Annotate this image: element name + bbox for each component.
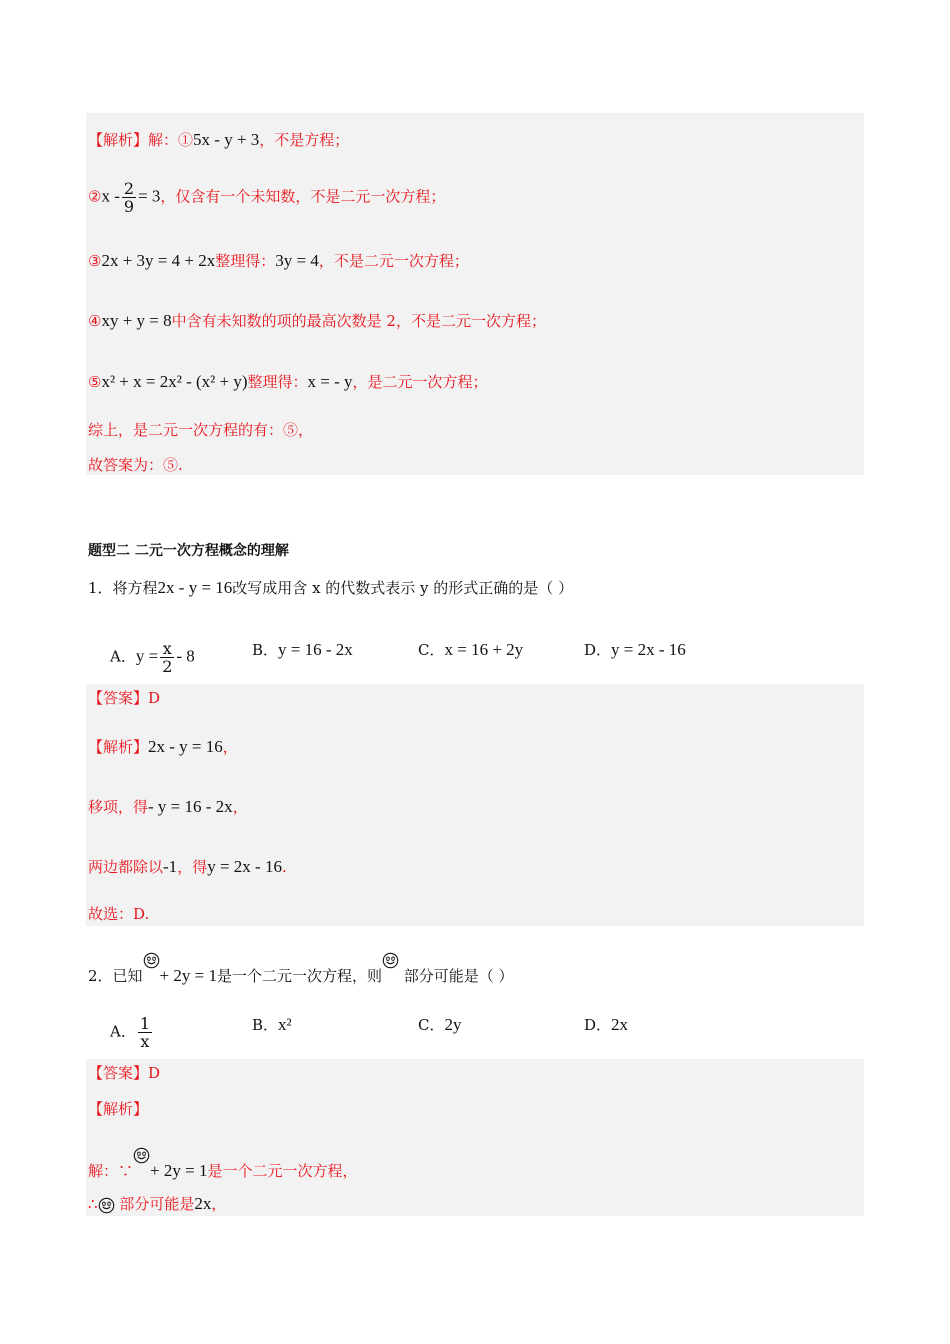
q2-option-c[interactable]: C．2y <box>418 1015 462 1034</box>
smiley-icon <box>143 952 160 969</box>
q2-answer: 【答案】D <box>88 1064 161 1082</box>
analysis1-summary: 综上，是二元一次方程的有：⑤， <box>88 421 314 439</box>
q1-answer: 【答案】D <box>88 689 161 707</box>
q1-option-a[interactable]: A．y = $\frac{x}{2}$ - 8 <box>110 639 195 676</box>
q2-solution: 解：∵ + 2y = 1是一个二元一次方程， <box>88 1147 357 1181</box>
answer-tag: 【答案】 <box>88 1064 149 1082</box>
q2-conclusion: ∴ 部分可能是2x， <box>88 1194 227 1213</box>
q2-analysis-tag: 【解析】 <box>88 1100 149 1118</box>
analysis-tag: 【解析】 <box>88 738 149 756</box>
q2-option-a[interactable]: A． $\frac{1}{x}$ <box>110 1014 151 1051</box>
analysis1-line4: ④xy + y = 8中含有未知数的项的最高次数是 2，不是二元一次方程； <box>88 311 546 330</box>
q2-option-b[interactable]: B．x² <box>252 1015 292 1034</box>
q1-final: 故选：D. <box>88 905 150 923</box>
q2-option-d[interactable]: D．2x <box>584 1015 629 1034</box>
q1-step1: 移项，得- y = 16 - 2x， <box>88 797 248 816</box>
answer-tag: 【答案】 <box>88 689 149 707</box>
analysis1-line3: ③2x + 3y = 4 + 2x整理得：3y = 4，不是二元一次方程； <box>88 251 469 270</box>
smiley-icon <box>382 952 399 969</box>
analysis1-answer: 故答案为：⑤. <box>88 456 183 474</box>
math-expression: 2x - y = 16 <box>157 578 233 597</box>
smiley-icon <box>98 1197 115 1214</box>
analysis1-line1: 【解析】解：①5x - y + 3，不是方程； <box>88 130 350 149</box>
q1-stem: 1．将方程2x - y = 16改写成用含 x 的代数式表示 y 的形式正确的是（ ） <box>88 578 574 597</box>
section-title: 题型二 二元一次方程概念的理解 <box>88 543 289 559</box>
fraction: $\frac{x}{2}$ <box>162 639 173 676</box>
analysis1-line2: ②x - $\frac{2}{9}$ = 3，仅含有一个未知数，不是二元一次方程； <box>88 179 446 216</box>
q1-option-b[interactable]: B．y = 16 - 2x <box>252 640 353 659</box>
q1-step2: 两边都除以-1，得y = 2x - 16. <box>88 857 287 876</box>
fraction: $\frac{1}{x}$ <box>139 1014 151 1051</box>
q1-analysis: 【解析】2x - y = 16， <box>88 737 238 756</box>
q1-option-d[interactable]: D．y = 2x - 16 <box>584 640 686 659</box>
analysis1-line5: ⑤x² + x = 2x² - (x² + y)整理得：x = - y，是二元一次方程； <box>88 372 488 391</box>
math-expression: 5x - y + 3 <box>193 130 260 149</box>
q1-option-c[interactable]: C．x = 16 + 2y <box>418 640 524 659</box>
smiley-icon <box>133 1147 150 1164</box>
q2-stem: 2．已知 + 2y = 1是一个二元一次方程，则 部分可能是（ ） <box>88 952 514 986</box>
q2-answer-box <box>86 1059 864 1216</box>
fraction: $\frac{2}{9}$ <box>123 179 135 216</box>
analysis-tag: 【解析】 <box>88 131 149 149</box>
